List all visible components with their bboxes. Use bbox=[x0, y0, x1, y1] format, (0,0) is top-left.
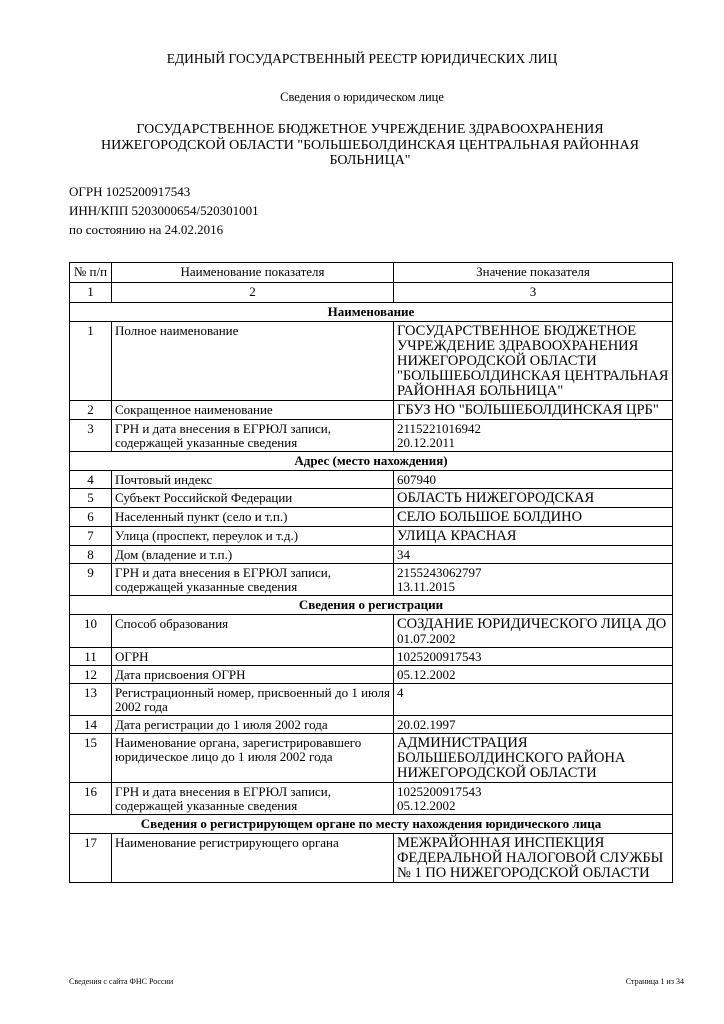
document-subtitle: Сведения о юридическом лице bbox=[280, 90, 444, 104]
row-number: 1 bbox=[70, 322, 112, 401]
row-label: Сокращенное наименование bbox=[112, 401, 394, 420]
section-row bbox=[70, 596, 673, 615]
row-number: 7 bbox=[70, 527, 112, 546]
row-label: Регистрационный номер, присвоенный до 1 июля 2002 года bbox=[112, 684, 394, 716]
table-header-row bbox=[70, 263, 673, 283]
grn-date: 13.11.2015 bbox=[397, 579, 456, 594]
footer-page-number: Страница 1 из 34 bbox=[625, 977, 684, 986]
section-title-registration: Сведения о регистрации bbox=[70, 596, 673, 615]
row-number: 13 bbox=[70, 684, 112, 716]
inn-kpp-line: ИНН/КПП 5203000654/520301001 bbox=[69, 203, 259, 218]
section-title-reg-authority: Сведения о регистрирующем органе по месту нахождения юридического лица bbox=[70, 815, 673, 834]
footer-source: Сведения с сайта ФНС России bbox=[69, 977, 174, 986]
column-header-number: № п/п bbox=[70, 263, 112, 283]
row-value: 1025200917543 bbox=[394, 648, 673, 666]
document-title: ЕДИНЫЙ ГОСУДАРСТВЕННЫЙ РЕЕСТР ЮРИДИЧЕСКИХ ЛИЦ bbox=[166, 51, 558, 66]
row-label: Населенный пункт (село и т.п.) bbox=[112, 508, 394, 527]
table-row bbox=[70, 648, 673, 666]
table-row bbox=[70, 564, 673, 596]
row-number: 14 bbox=[70, 716, 112, 734]
section-row bbox=[70, 452, 673, 471]
row-label: ГРН и дата внесения в ЕГРЮЛ записи, содержащей указанные сведения bbox=[112, 564, 394, 596]
table-row bbox=[70, 527, 673, 546]
section-title-name: Наименование bbox=[70, 303, 673, 322]
row-label: ГРН и дата внесения в ЕГРЮЛ записи, содержащей указанные сведения bbox=[112, 420, 394, 452]
row-label: Способ образования bbox=[112, 615, 394, 648]
row-label: Улица (проспект, переулок и т.д.) bbox=[112, 527, 394, 546]
row-number: 10 bbox=[70, 615, 112, 648]
column-number: 2 bbox=[112, 283, 394, 303]
row-number: 2 bbox=[70, 401, 112, 420]
formation-method: СОЗДАНИЕ ЮРИДИЧЕСКОГО ЛИЦА ДО bbox=[397, 616, 667, 632]
table-row bbox=[70, 420, 673, 452]
table-row bbox=[70, 489, 673, 508]
section-row bbox=[70, 815, 673, 834]
row-label: Дата присвоения ОГРН bbox=[112, 666, 394, 684]
table-row bbox=[70, 684, 673, 716]
row-label: Почтовый индекс bbox=[112, 471, 394, 489]
organization-name: ГОСУДАРСТВЕННОЕ БЮДЖЕТНОЕ УЧРЕЖДЕНИЕ ЗДРАВООХРАНЕНИЯ НИЖЕГОРОДСКОЙ ОБЛАСТИ "БОЛЬШЕБОЛДИНСКАЯ ЦЕНТРАЛЬНАЯ РАЙОННАЯ БОЛЬНИЦА" bbox=[101, 122, 639, 168]
row-number: 3 bbox=[70, 420, 112, 452]
column-header-indicator: Наименование показателя bbox=[112, 263, 394, 283]
row-label: Наименование органа, зарегистрировавшего юридическое лицо до 1 июля 2002 года bbox=[112, 734, 394, 783]
row-value: 4 bbox=[394, 684, 673, 716]
row-value: 05.12.2002 bbox=[394, 666, 673, 684]
row-label: Полное наименование bbox=[112, 322, 394, 401]
row-value: ГОСУДАРСТВЕННОЕ БЮДЖЕТНОЕ УЧРЕЖДЕНИЕ ЗДРАВООХРАНЕНИЯ НИЖЕГОРОДСКОЙ ОБЛАСТИ "БОЛЬШЕБОЛДИНСКАЯ ЦЕНТРАЛЬНАЯ РАЙОННАЯ БОЛЬНИЦА" bbox=[394, 322, 673, 401]
row-value: 20.02.1997 bbox=[394, 716, 673, 734]
row-value bbox=[394, 783, 673, 815]
row-value: ГБУЗ НО "БОЛЬШЕБОЛДИНСКАЯ ЦРБ" bbox=[394, 401, 673, 420]
row-value bbox=[394, 564, 673, 596]
table-column-number-row bbox=[70, 283, 673, 303]
table-row bbox=[70, 615, 673, 648]
grn-date: 05.12.2002 bbox=[397, 798, 456, 813]
grn-date: 20.12.2011 bbox=[397, 435, 456, 450]
grn-number: 2115221016942 bbox=[397, 421, 482, 436]
row-number: 12 bbox=[70, 666, 112, 684]
as-of-date-line: по состоянию на 24.02.2016 bbox=[69, 222, 224, 237]
column-number: 3 bbox=[394, 283, 673, 303]
row-value: 607940 bbox=[394, 471, 673, 489]
table-row bbox=[70, 322, 673, 401]
row-label: ГРН и дата внесения в ЕГРЮЛ записи, содержащей указанные сведения bbox=[112, 783, 394, 815]
row-number: 11 bbox=[70, 648, 112, 666]
table-row bbox=[70, 508, 673, 527]
row-number: 15 bbox=[70, 734, 112, 783]
row-value: МЕЖРАЙОННАЯ ИНСПЕКЦИЯ ФЕДЕРАЛЬНОЙ НАЛОГОВОЙ СЛУЖБЫ № 1 ПО НИЖЕГОРОДСКОЙ ОБЛАСТИ bbox=[394, 834, 673, 883]
column-number: 1 bbox=[70, 283, 112, 303]
row-label: Наименование регистрирующего органа bbox=[112, 834, 394, 883]
table-row bbox=[70, 546, 673, 564]
row-number: 9 bbox=[70, 564, 112, 596]
column-header-value: Значение показателя bbox=[394, 263, 673, 283]
registration-meta bbox=[69, 182, 259, 239]
row-label: ОГРН bbox=[112, 648, 394, 666]
grn-number: 1025200917543 bbox=[397, 784, 482, 799]
row-value bbox=[394, 420, 673, 452]
section-title-address: Адрес (место нахождения) bbox=[70, 452, 673, 471]
grn-number: 2155243062797 bbox=[397, 565, 482, 580]
row-number: 6 bbox=[70, 508, 112, 527]
table-row bbox=[70, 471, 673, 489]
table-row bbox=[70, 716, 673, 734]
row-value: ОБЛАСТЬ НИЖЕГОРОДСКАЯ bbox=[394, 489, 673, 508]
row-number: 17 bbox=[70, 834, 112, 883]
row-value: УЛИЦА КРАСНАЯ bbox=[394, 527, 673, 546]
row-value bbox=[394, 615, 673, 648]
egrul-table bbox=[69, 262, 673, 883]
table-row bbox=[70, 783, 673, 815]
row-number: 4 bbox=[70, 471, 112, 489]
row-number: 8 bbox=[70, 546, 112, 564]
row-label: Дом (владение и т.п.) bbox=[112, 546, 394, 564]
row-number: 16 bbox=[70, 783, 112, 815]
table-row bbox=[70, 834, 673, 883]
section-row bbox=[70, 303, 673, 322]
row-value: 34 bbox=[394, 546, 673, 564]
row-value: АДМИНИСТРАЦИЯ БОЛЬШЕБОЛДИНСКОГО РАЙОНА НИЖЕГОРОДСКОЙ ОБЛАСТИ bbox=[394, 734, 673, 783]
table-row bbox=[70, 401, 673, 420]
ogrn-line: ОГРН 1025200917543 bbox=[69, 184, 191, 199]
table-row bbox=[70, 734, 673, 783]
row-label: Субъект Российской Федерации bbox=[112, 489, 394, 508]
row-number: 5 bbox=[70, 489, 112, 508]
row-value: СЕЛО БОЛЬШОЕ БОЛДИНО bbox=[394, 508, 673, 527]
row-label: Дата регистрации до 1 июля 2002 года bbox=[112, 716, 394, 734]
table-row bbox=[70, 666, 673, 684]
formation-date: 01.07.2002 bbox=[397, 631, 456, 646]
